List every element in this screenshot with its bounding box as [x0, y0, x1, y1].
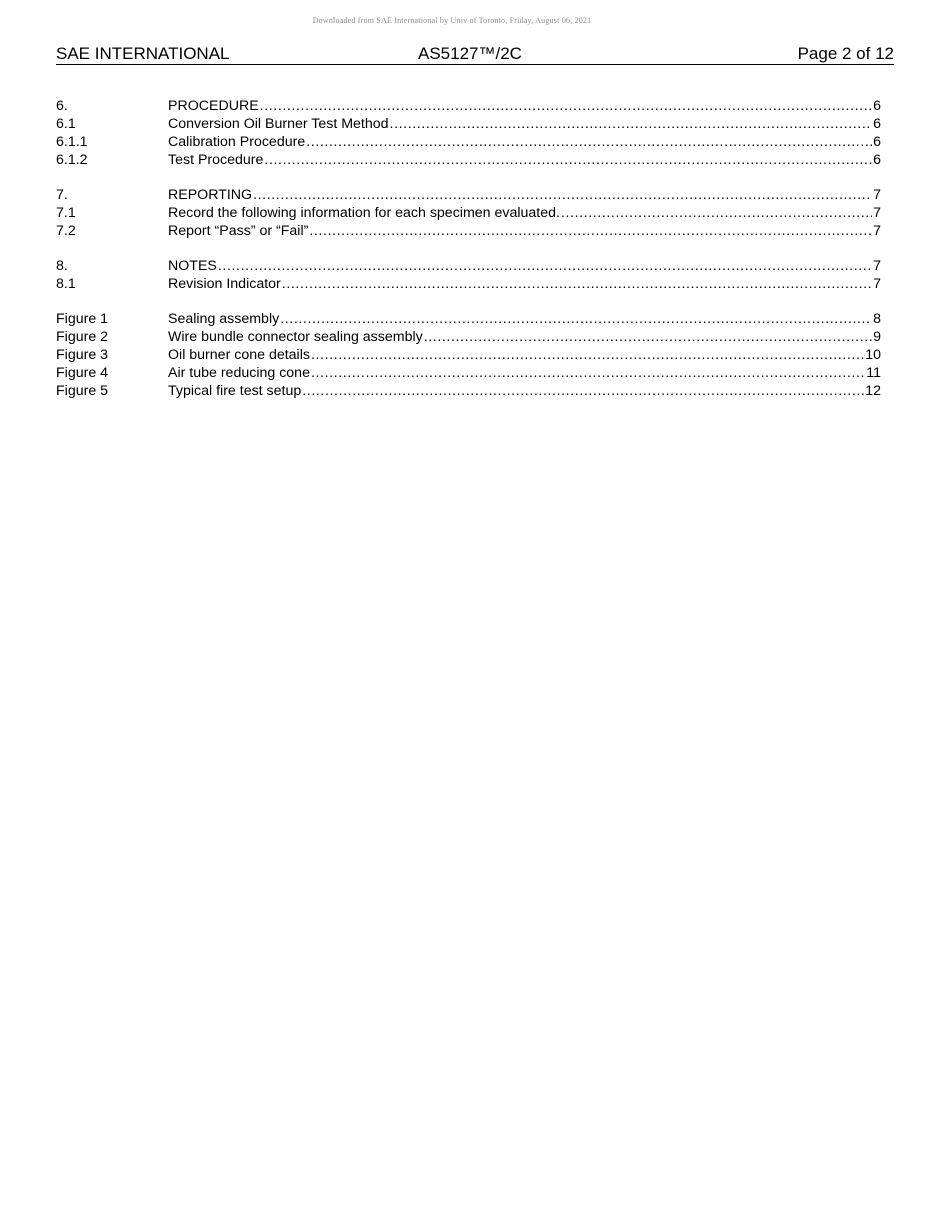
- toc-group-notes: [56, 257, 881, 293]
- toc-dot-leader: [424, 328, 872, 346]
- toc-entry-page: 6: [873, 98, 881, 114]
- toc-entry[interactable]: [56, 115, 881, 133]
- toc-entry-page: 8: [873, 311, 881, 327]
- toc-entry[interactable]: [56, 346, 881, 364]
- toc-dot-leader: [253, 186, 872, 204]
- toc-entry-page: 7: [873, 223, 881, 239]
- toc-entry-number: 6.: [56, 98, 68, 114]
- toc-dot-leader: [302, 382, 864, 400]
- toc-entry-page: 7: [873, 205, 881, 221]
- toc-entry[interactable]: [56, 222, 881, 240]
- toc-dot-leader: [306, 133, 872, 151]
- toc-entry[interactable]: [56, 204, 881, 222]
- toc-dot-leader: [311, 364, 865, 382]
- toc-entry-title: Report “Pass” or “Fail”: [168, 223, 309, 239]
- toc-entry-title: Test Procedure: [168, 152, 264, 168]
- toc-entry-number: Figure 5: [56, 383, 109, 399]
- header-document-id: AS5127™/2C: [418, 44, 522, 63]
- toc-entry-number: 8.: [56, 258, 68, 274]
- toc-entry-number: 6.1.2: [56, 152, 88, 168]
- toc-entry[interactable]: [56, 151, 881, 169]
- toc-entry-page: 7: [873, 187, 881, 203]
- toc-entry[interactable]: [56, 275, 881, 293]
- header-page-number: Page 2 of 12: [797, 44, 894, 63]
- toc-entry-page: 11: [866, 365, 881, 381]
- toc-entry[interactable]: [56, 364, 881, 382]
- page-header: [56, 44, 894, 65]
- toc-entry[interactable]: [56, 382, 881, 400]
- toc-entry-title: REPORTING: [168, 187, 253, 203]
- toc-group-reporting: [56, 186, 881, 240]
- toc-entry-number: Figure 4: [56, 365, 109, 381]
- toc-group-figures: [56, 310, 881, 400]
- toc-entry-number: 6.1.1: [56, 134, 88, 150]
- toc-entry-title: NOTES: [168, 258, 217, 274]
- download-watermark: Downloaded from SAE International by Univ of Toronto, Friday, August 06, 2021: [312, 16, 592, 25]
- toc-entry-title: Calibration Procedure: [168, 134, 306, 150]
- toc-entry-page: 6: [873, 152, 881, 168]
- table-of-contents: [56, 97, 881, 417]
- toc-entry-title: PROCEDURE: [168, 98, 259, 114]
- toc-entry-number: 6.1: [56, 116, 76, 132]
- toc-entry-page: 12: [865, 383, 881, 399]
- toc-dot-leader: [218, 257, 872, 275]
- toc-entry-page: 7: [873, 276, 881, 292]
- toc-dot-leader: [561, 204, 872, 222]
- toc-entry-page: 6: [873, 134, 881, 150]
- toc-dot-leader: [282, 275, 872, 293]
- toc-dot-leader: [311, 346, 864, 364]
- header-organization: SAE INTERNATIONAL: [56, 44, 230, 63]
- toc-dot-leader: [309, 222, 872, 240]
- toc-entry[interactable]: [56, 328, 881, 346]
- toc-dot-leader: [390, 115, 873, 133]
- toc-entry-title: Air tube reducing cone: [168, 365, 310, 381]
- toc-entry-title: Sealing assembly: [168, 311, 280, 327]
- toc-entry-page: 10: [865, 347, 881, 363]
- toc-entry-page: 7: [873, 258, 881, 274]
- toc-entry[interactable]: [56, 310, 881, 328]
- toc-entry-number: 7.1: [56, 205, 76, 221]
- toc-entry[interactable]: [56, 186, 881, 204]
- toc-entry[interactable]: [56, 97, 881, 115]
- toc-entry-page: 6: [873, 116, 881, 132]
- toc-entry-page: 9: [873, 329, 881, 345]
- toc-entry-title: Conversion Oil Burner Test Method: [168, 116, 389, 132]
- toc-entry-number: Figure 3: [56, 347, 109, 363]
- toc-entry-number: Figure 2: [56, 329, 109, 345]
- toc-entry-title: Record the following information for each specimen evaluated.: [168, 205, 560, 221]
- toc-entry-number: 7.: [56, 187, 68, 203]
- toc-group-procedure: [56, 97, 881, 169]
- toc-entry-title: Typical fire test setup: [168, 383, 302, 399]
- toc-entry-title: Wire bundle connector sealing assembly: [168, 329, 423, 345]
- toc-dot-leader: [264, 151, 872, 169]
- toc-entry-title: Oil burner cone details: [168, 347, 310, 363]
- toc-dot-leader: [260, 97, 872, 115]
- toc-entry[interactable]: [56, 257, 881, 275]
- toc-entry-number: Figure 1: [56, 311, 109, 327]
- toc-entry-number: 8.1: [56, 276, 76, 292]
- toc-entry-title: Revision Indicator: [168, 276, 281, 292]
- toc-dot-leader: [280, 310, 872, 328]
- toc-entry[interactable]: [56, 133, 881, 151]
- toc-entry-number: 7.2: [56, 223, 76, 239]
